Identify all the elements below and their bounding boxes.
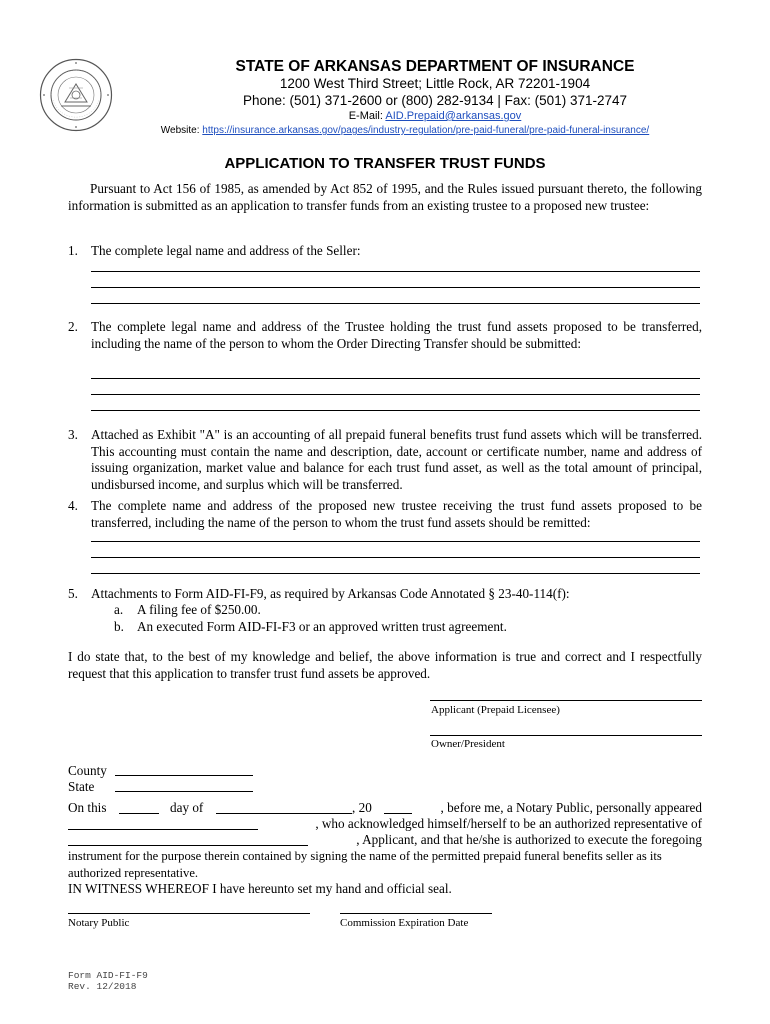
instrument-text: instrument for the purpose therein contained by signing the name of the permitted prepaid funeral benefits seller as its authorized representative. xyxy=(68,849,662,880)
notary-signature-line[interactable] xyxy=(68,913,310,914)
item-5a-letter: a. xyxy=(114,602,124,617)
trustee-line-2[interactable] xyxy=(91,394,700,395)
item-4-number: 4. xyxy=(68,498,78,513)
county-field[interactable] xyxy=(115,775,253,776)
website-label: Website: xyxy=(160,125,200,136)
new-trustee-line-2[interactable] xyxy=(91,557,700,558)
item-2-text: The complete legal name and address of the Trustee holding the trust fund assets proposed to be transferred, including the name of the person to whom the Order Directing Transfer should be submitted: xyxy=(91,319,702,351)
acknowledged-text: , who acknowledged himself/herself to be an authorized representative of xyxy=(315,816,702,831)
day-field[interactable] xyxy=(119,813,159,814)
item-3-text: Attached as Exhibit "A" is an accounting of all prepaid funeral benefits trust fund assets which will be transferred. This accounting must contain the name and description, date, account or certificate number, name and address of issuing organization, market value and balance for each trust fund asset, as well as the total amount of principal, undisbursed income, and surplus which will be transferred. xyxy=(91,427,702,492)
form-number: Form AID-FI-F9 xyxy=(68,970,148,981)
representative-name-field[interactable] xyxy=(68,829,258,830)
email-label: E-Mail: xyxy=(348,110,383,122)
owner-label: Owner/President xyxy=(431,738,505,750)
state-label: State xyxy=(68,779,95,794)
declaration-text: I do state that, to the best of my knowledge and belief, the above information is true and correct and I respectfully request that this application to transfer trust fund assets be approved. xyxy=(68,649,702,681)
authorized-text: , Applicant, and that he/she is authorized to execute the foregoing xyxy=(356,832,702,847)
commission-label: Commission Expiration Date xyxy=(340,917,469,929)
trustee-line-3[interactable] xyxy=(91,410,700,411)
email-link[interactable]: AID.Prepaid@arkansas.gov xyxy=(385,110,522,122)
new-trustee-line-3[interactable] xyxy=(91,573,700,574)
on-this-label: On this xyxy=(68,800,107,815)
item-5b-letter: b. xyxy=(114,619,124,634)
agency-name: STATE OF ARKANSAS DEPARTMENT OF INSURANCE xyxy=(235,58,635,75)
agency-phone: Phone: (501) 371-2600 or (800) 282-9134 | Fax: (501) 371-2747 xyxy=(242,93,627,108)
witness-text: IN WITNESS WHEREOF I have hereunto set my hand and official seal. xyxy=(68,881,452,896)
item-5a-text: A filing fee of $250.00. xyxy=(137,602,261,617)
appeared-text: , before me, a Notary Public, personally appeared xyxy=(440,800,702,815)
applicant-signature-line[interactable] xyxy=(430,700,702,701)
day-of-label: day of xyxy=(170,800,204,815)
website-link[interactable]: https://insurance.arkansas.gov/pages/industry-regulation/pre-paid-funeral/pre-paid-funeral-insurance/ xyxy=(202,125,650,136)
applicant-label: Applicant (Prepaid Licensee) xyxy=(431,704,560,716)
month-field[interactable] xyxy=(216,813,352,814)
item-4-text: The complete name and address of the proposed new trustee receiving the trust fund assets proposed to be transferred, including the name of the person to whom the trust fund assets should be remitted: xyxy=(91,498,702,530)
revision-date: Rev. 12/2018 xyxy=(68,981,137,992)
seller-line-1[interactable] xyxy=(91,271,700,272)
seal-icon xyxy=(39,58,113,132)
seller-line-2[interactable] xyxy=(91,287,700,288)
item-1-number: 1. xyxy=(68,243,78,258)
commission-date-line[interactable] xyxy=(340,913,492,914)
owner-signature-line[interactable] xyxy=(430,735,702,736)
item-3-number: 3. xyxy=(68,427,78,442)
agency-address: 1200 West Third Street; Little Rock, AR 72201-1904 xyxy=(279,76,591,91)
new-trustee-line-1[interactable] xyxy=(91,541,700,542)
item-1-text: The complete legal name and address of the Seller: xyxy=(91,243,361,258)
item-5-number: 5. xyxy=(68,586,78,601)
item-2-number: 2. xyxy=(68,319,78,334)
agency-email-row xyxy=(120,110,750,122)
applicant-name-field[interactable] xyxy=(68,845,308,846)
state-field[interactable] xyxy=(115,791,253,792)
year-field[interactable] xyxy=(384,813,412,814)
notary-public-label: Notary Public xyxy=(68,917,130,929)
trustee-line-1[interactable] xyxy=(91,378,700,379)
intro-paragraph xyxy=(68,181,702,214)
agency-website-row xyxy=(60,125,750,136)
state-seal xyxy=(39,58,113,132)
item-5-text: Attachments to Form AID-FI-F9, as required by Arkansas Code Annotated § 23-40-114(f): xyxy=(91,586,570,601)
county-label: County xyxy=(68,763,107,778)
form-title: APPLICATION TO TRANSFER TRUST FUNDS xyxy=(224,155,546,172)
item-5b-text: An executed Form AID-FI-F3 or an approved written trust agreement. xyxy=(137,619,507,634)
intro-text: Pursuant to Act 156 of 1985, as amended by Act 852 of 1995, and the Rules issued pursuant thereto, the following information is submitted as an application to transfer funds from an existing trustee to a proposed new trustee: xyxy=(68,181,702,213)
year-prefix-label: , 20 xyxy=(352,800,372,815)
seller-line-3[interactable] xyxy=(91,303,700,304)
